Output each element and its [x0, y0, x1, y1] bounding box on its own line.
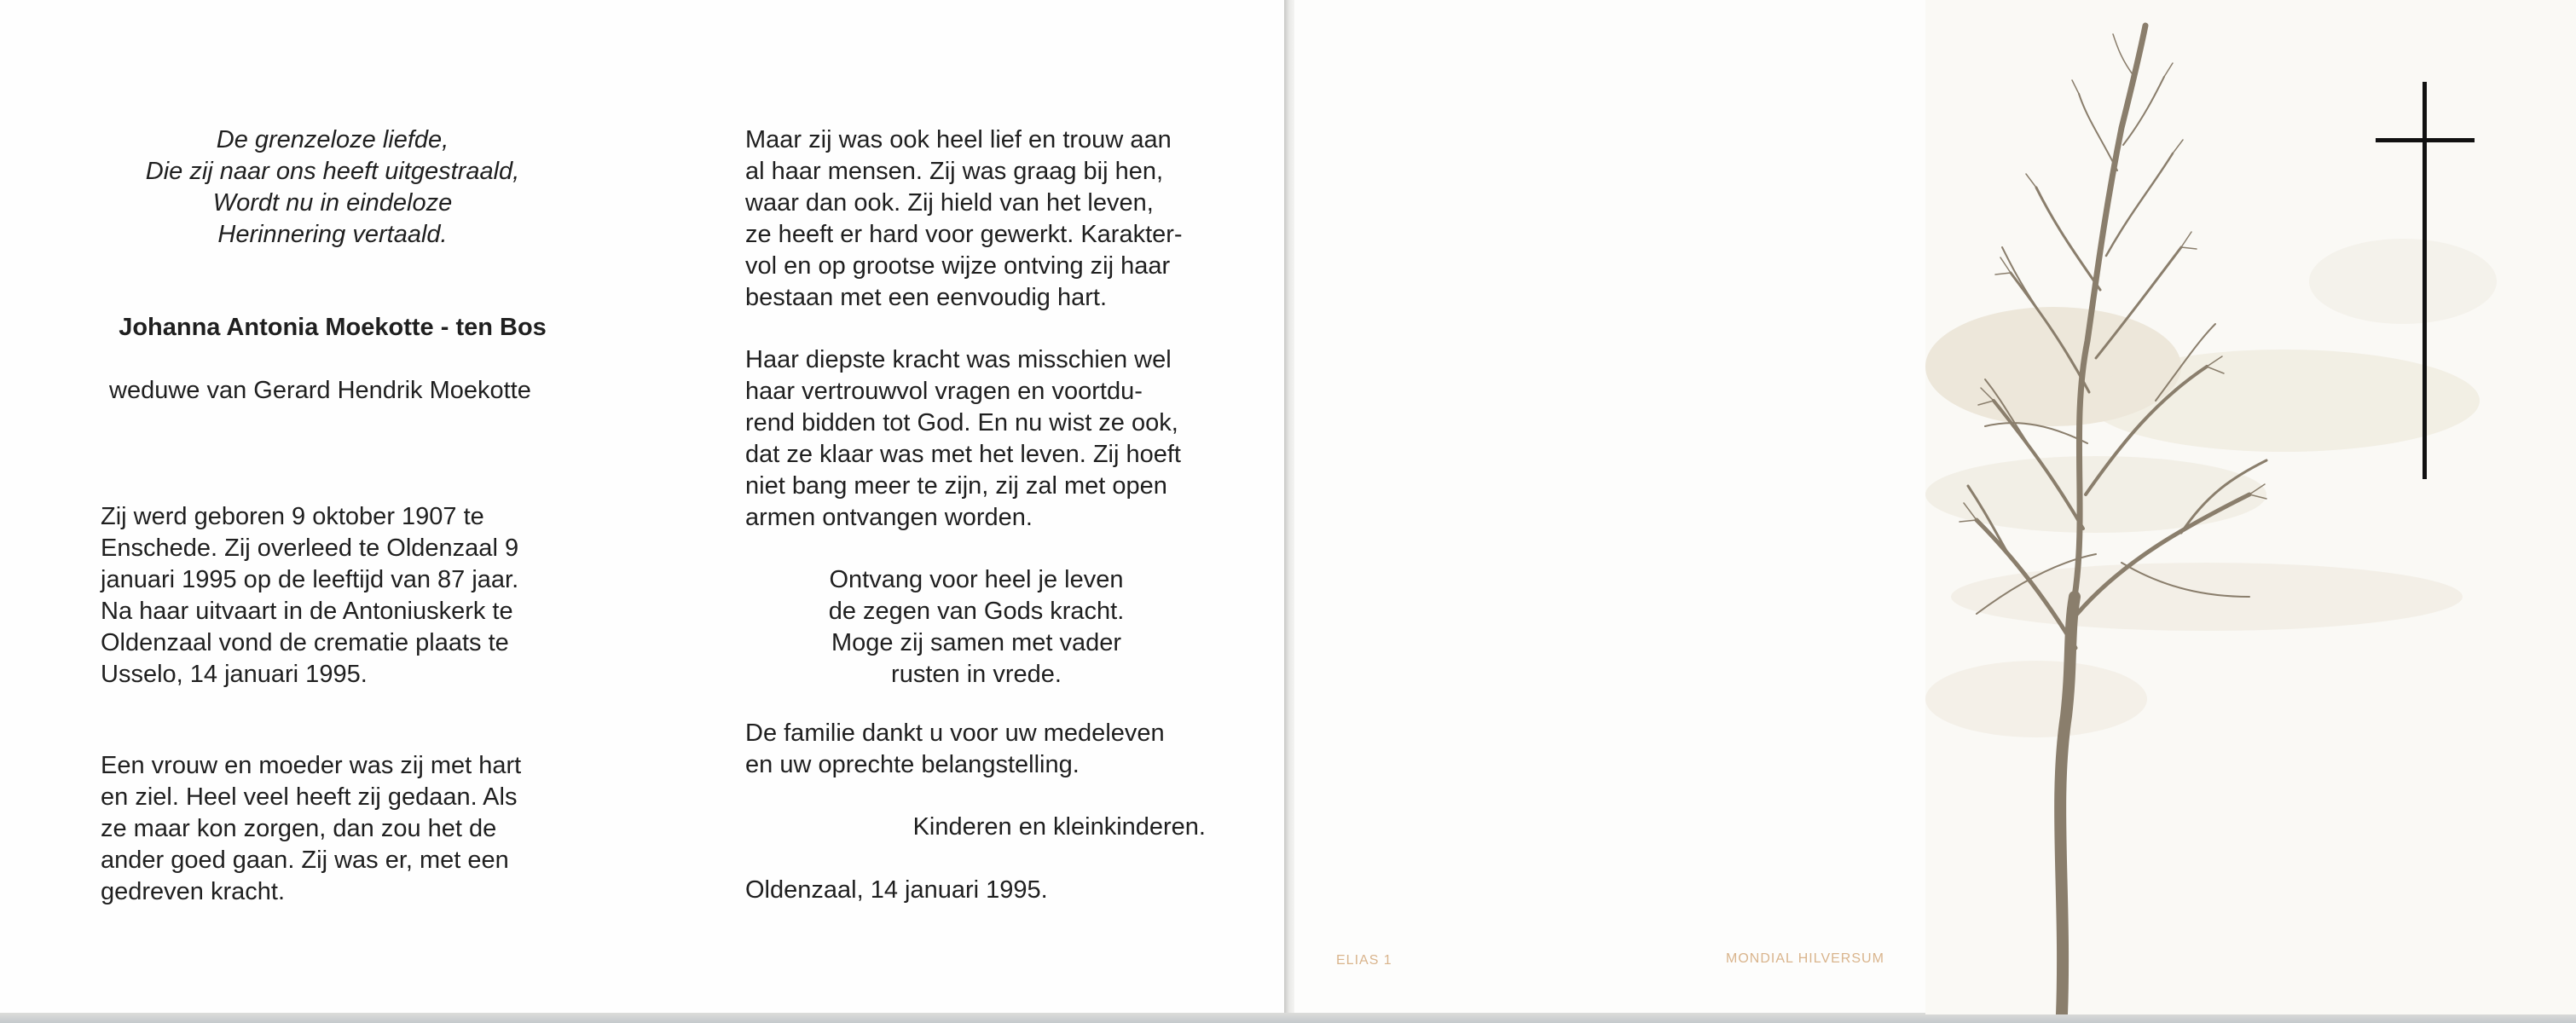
- memorial-poem: [102, 124, 563, 251]
- paragraph-line: Usselo, 14 januari 1995.: [101, 661, 368, 688]
- paragraph-line: Enschede. Zij overleed te Oldenzaal 9: [101, 535, 519, 562]
- verse-line: Moge zij samen met vader: [831, 629, 1122, 656]
- tree-drawing-icon: [1925, 0, 2576, 1014]
- printer-imprint: MONDIAL HILVERSUM: [1726, 951, 1884, 966]
- birth-death-paragraph: [101, 501, 518, 691]
- life-paragraph: [101, 750, 521, 908]
- verse-line: rusten in vrede.: [891, 661, 1062, 688]
- verse-line: de zegen van Gods kracht.: [828, 598, 1125, 625]
- faith-paragraph: [745, 344, 1181, 534]
- poem-line: Wordt nu in eindeloze: [212, 189, 453, 217]
- verse-line: Ontvang voor heel je leven: [829, 566, 1124, 593]
- place-and-date: Oldenzaal, 14 januari 1995.: [745, 876, 1048, 904]
- paragraph-line: vol en op grootse wijze ontving zij haar: [745, 252, 1171, 280]
- paragraph-line: Zij werd geboren 9 oktober 1907 te: [101, 503, 484, 530]
- paragraph-line: gedreven kracht.: [101, 878, 286, 905]
- poem-line: Die zij naar ons heeft uitgestraald,: [145, 158, 520, 185]
- paragraph-line: Maar zij was ook heel lief en trouw aan: [745, 126, 1172, 153]
- paragraph-line: Haar diepste kracht was misschien wel: [745, 346, 1172, 373]
- paragraph-line: januari 1995 op de leeftijd van 87 jaar.: [101, 566, 519, 593]
- paragraph-line: en uw oprechte belangstelling.: [745, 751, 1080, 778]
- paragraph-line: haar vertrouwvol vragen en voortdu-: [745, 378, 1143, 405]
- paragraph-line: Oldenzaal vond de crematie plaats te: [101, 629, 509, 656]
- blessing-verse: [784, 564, 1168, 691]
- paragraph-line: ze heeft er hard voor gewerkt. Karakter-: [745, 221, 1183, 248]
- fold-shadow: [1284, 0, 1294, 1023]
- poem-line: Herinnering vertaald.: [217, 221, 448, 248]
- paragraph-line: rend bidden tot God. En nu wist ze ook,: [745, 409, 1178, 436]
- paragraph-line: bestaan met een eenvoudig hart.: [745, 284, 1108, 311]
- paragraph-line: ze maar kon zorgen, dan zou het de: [101, 815, 497, 842]
- poem-line: De grenzeloze liefde,: [216, 126, 449, 153]
- paragraph-line: armen ontvangen worden.: [745, 504, 1033, 531]
- tree-illustration-panel: [1925, 0, 2576, 1014]
- paragraph-line: al haar mensen. Zij was graag bij hen,: [745, 158, 1164, 185]
- paragraph-line: dat ze klaar was met het leven. Zij hoeft: [745, 441, 1181, 468]
- widow-line: weduwe van Gerard Hendrik Moekotte: [109, 377, 531, 404]
- deceased-name: Johanna Antonia Moekotte - ten Bos: [119, 314, 547, 341]
- cross-icon: [2376, 82, 2475, 479]
- paragraph-line: Na haar uitvaart in de Antoniuskerk te: [101, 598, 513, 625]
- paragraph-line: niet bang meer te zijn, zij zal met open: [745, 472, 1167, 500]
- character-paragraph: [745, 124, 1183, 314]
- imprint-code: ELIAS 1: [1336, 953, 1392, 968]
- paragraph-line: en ziel. Heel veel heeft zij gedaan. Als: [101, 783, 518, 811]
- paragraph-line: waar dan ook. Zij hield van het leven,: [745, 189, 1154, 217]
- thanks-paragraph: [745, 718, 1165, 781]
- paragraph-line: Een vrouw en moeder was zij met hart: [101, 752, 522, 779]
- paragraph-line: De familie dankt u voor uw medeleven: [745, 720, 1165, 747]
- family-signature: Kinderen en kleinkinderen.: [912, 813, 1206, 841]
- paragraph-line: ander goed gaan. Zij was er, met een: [101, 847, 509, 874]
